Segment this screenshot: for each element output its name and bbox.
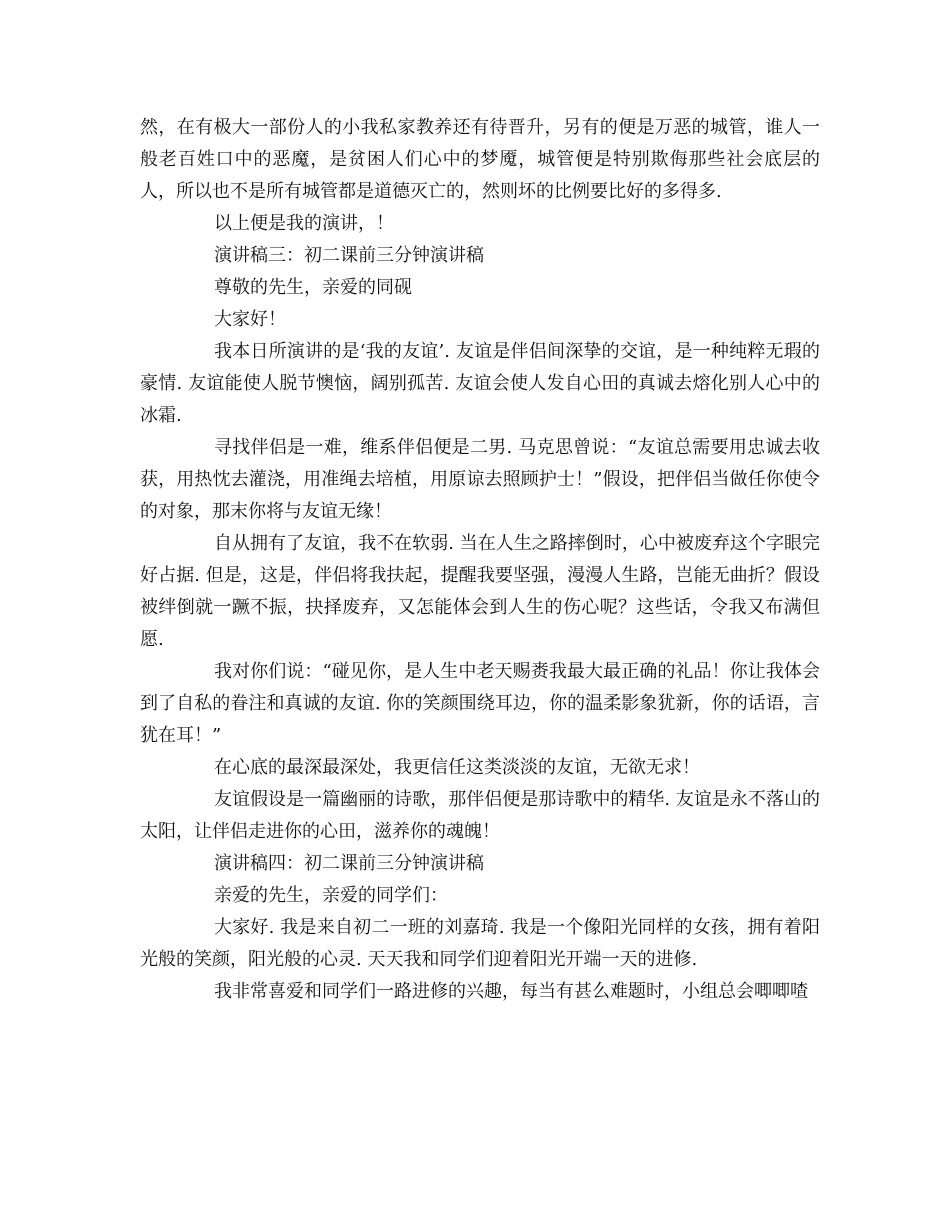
paragraph: 我本日所演讲的是‘我的友谊’. 友谊是伴侣间深挚的交谊，是一种纯粹无瑕的豪情. 友谊能使人脱节懊恼，阔别孤苦. 友谊会使人发自心田的真诚去熔化别人心中的冰霜. — [140, 341, 820, 426]
section-heading: 演讲稿四：初二课前三分钟演讲稿 — [214, 853, 484, 874]
paragraph: 自从拥有了友谊，我不在软弱. 当在人生之路摔倒时，心中被废弃这个字眼完好占据. 但是，这是，伴侣将我扶起，提醒我要坚强，漫漫人生路，岂能无曲折？假设被绊倒就一蹶不振，抉择废弃，又怎能体会到人生的伤心呢？这些话，令我又布满但愿. — [140, 533, 820, 650]
paragraph: 友谊假设是一篇幽丽的诗歌，那伴侣便是那诗歌中的精华. 友谊是永不落山的太阳，让伴侣走进你的心田，滋养你的魂魄！ — [140, 789, 820, 842]
paragraph: 寻找伴侣是一难，维系伴侣便是二男. 马克思曾说：“友谊总需要用忠诚去收获，用热忱去灌浇，用准绳去培植，用原谅去照顾护士！”假设，把伴侣当做任你使令的对象，那末你将与友谊无缘！ — [140, 437, 820, 522]
section-heading: 演讲稿三：初二课前三分钟演讲稿 — [214, 245, 484, 266]
paragraph: 以上便是我的演讲，！ — [214, 213, 394, 234]
greeting: 大家好！ — [214, 309, 286, 330]
paragraph: 我非常喜爱和同学们一路进修的兴趣，每当有甚么难题时，小组总会唧唧喳 — [214, 981, 808, 1002]
document-body — [140, 112, 820, 1008]
paragraph: 我对你们说：“碰见你，是人生中老天赐赉我最大最正确的礼品！你让我体会到了自私的眷注和真诚的友谊. 你的笑颜围绕耳边，你的温柔影象犹新，你的话语，言犹在耳！” — [140, 661, 820, 746]
paragraph: 大家好. 我是来自初二一班的刘嘉琦. 我是一个像阳光同样的女孩，拥有着阳光般的笑颜，阳光般的心灵. 天天我和同学们迎着阳光开端一天的进修. — [140, 917, 820, 970]
salutation: 亲爱的先生，亲爱的同学们： — [214, 885, 448, 906]
salutation: 尊敬的先生，亲爱的同砚 — [214, 277, 412, 298]
paragraph-continuation: 然，在有极大一部份人的小我私家教养还有待晋升，另有的便是万恶的城管，谁人一般老百姓口中的恶魔，是贫困人们心中的梦魇，城管便是特别欺侮那些社会底层的人，所以也不是所有城管都是道德灭亡的，然则坏的比例要比好的多得多. — [140, 117, 820, 202]
paragraph: 在心底的最深最深处，我更信任这类淡淡的友谊，无欲无求！ — [214, 757, 700, 778]
